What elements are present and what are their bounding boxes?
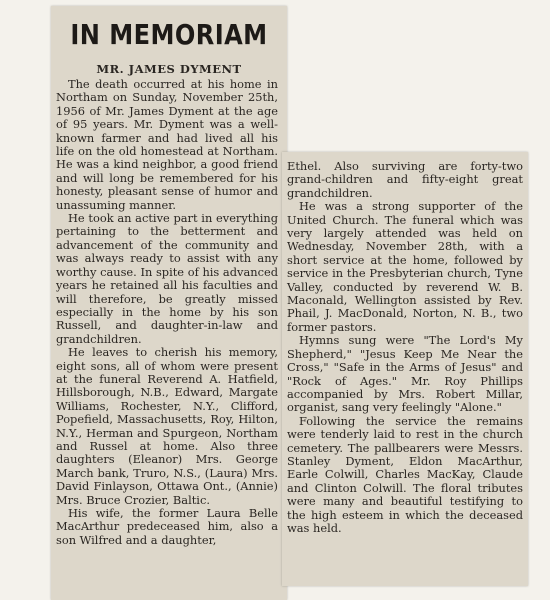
paragraph-community: He took an active part in everything pertaining to the betterment and advancement of the community and was always ready to assist with any worthy cause. In spite of his advanced years he retained all his faculties and will therefore, be greatly missed especially in the home by his son Russell, and daughter-in-law and grandchildren. — [56, 211, 278, 346]
paragraph-grandchildren: Ethel. Also surviving are forty-two grand-children and fifty-eight great grandchildren. — [287, 159, 523, 200]
paragraph-wife: His wife, the former Laura Belle MacArthur predeceased him, also a son Wilfred and a daughter, — [56, 506, 278, 547]
paragraph-death-notice: The death occurred at his home in Northam on Sunday, November 25th, 1956 of Mr. James Dyment at the age of 95 years. Mr. Dyment was a well-known farmer and had lived all his life on the old homestead at Northam. He was a kind neighbor, a good friend and will long be remembered for his honesty, pleasant sense of humor and unassuming manner. — [56, 77, 278, 212]
left-column-text — [56, 78, 278, 547]
obituary-name: MR. JAMES DYMENT — [96, 62, 242, 76]
paragraph-survivors: He leaves to cherish his memory, eight sons, all of whom were present at the funeral Reverend A. Hatfield, Hillsborough, N.B., Edward, Margate Williams, Rochester, N.Y., Clifford, Popefield, Massachusetts, Roy, Hilton, N.Y., Herman and Spurgeon, Northam and Russel at home. Also three daughters (Eleanor) Mrs. George March bank, Truro, N.S., (Laura) Mrs. David Finlayson, Ottawa Ont., (Annie) Mrs. Bruce Crozier, Baltic. — [56, 345, 278, 507]
paragraph-burial: Following the service the remains were tenderly laid to rest in the church cemetery. The pallbearers were Messrs. Stanley Dyment, Eldon MacArthur, Earle Colwill, Charles MacKay, Claude and Clinton Colwill. The floral tributes were many and beautiful testifying to the high esteem in which the deceased was held. — [287, 413, 523, 535]
right-column-text — [287, 160, 523, 535]
paragraph-funeral: He was a strong supporter of the United Church. The funeral which was very largely attended was held on Wednesday, November 28th, with a short service at the home, followed by service in the Presbyterian church, Tyne Valley, conducted by reverend W. B. Maconald, Wellington assisted by Rev. Phail, J. MacDonald, Norton, N. B., two former pastors. — [287, 199, 523, 334]
paragraph-hymns: Hymns sung were "The Lord's My Shepherd," "Jesus Keep Me Near the Cross," "Safe in the Arms of Jesus" and "Rock of Ages." Mr. Roy Phillips accompanied by Mrs. Robert Millar, organist, sang very feelingly "Alone." — [287, 333, 523, 415]
page-title: IN MEMORIAM — [70, 18, 268, 51]
